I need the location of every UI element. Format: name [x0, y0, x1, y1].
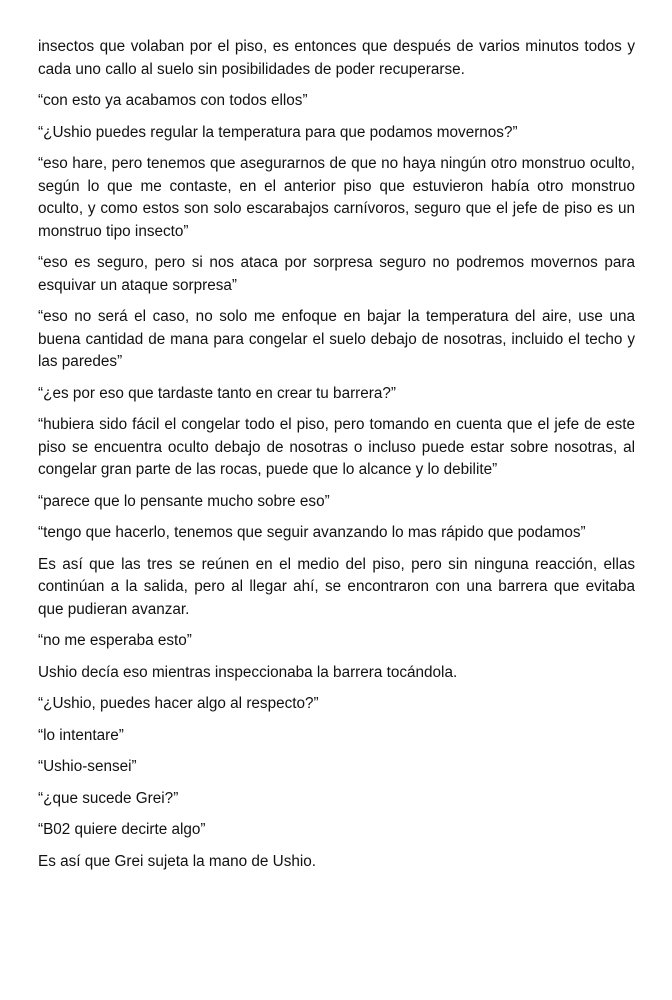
paragraph: “eso hare, pero tenemos que asegurarnos de que no haya ningún otro monstruo oculto, según lo que me contaste, en el anterior piso que estuvieron había otro monstruo oculto, y como estos son solo escarabajos carnívoros, seguro que el jefe de piso es un monstruo tipo insecto” [38, 155, 635, 240]
paragraph: “eso es seguro, pero si nos ataca por sorpresa seguro no podremos movernos para esquivar un ataque sorpresa” [38, 254, 635, 294]
paragraph: Ushio decía eso mientras inspeccionaba la barrera tocándola. [38, 663, 458, 681]
paragraph: “¿es por eso que tardaste tanto en crear tu barrera?” [38, 384, 396, 402]
paragraph: “B02 quiere decirte algo” [38, 821, 206, 838]
paragraph: “¿Ushio puedes regular la temperatura para que podamos movernos?” [38, 123, 518, 141]
paragraph: “¿Ushio, puedes hacer algo al respecto?” [38, 695, 319, 712]
paragraph: “lo intentare” [38, 726, 124, 744]
paragraph: Es así que las tres se reúnen en el medio del piso, pero sin ninguna reacción, ellas continúan a la salida, pero al llegar ahí, se encontraron con una barrera que evitaba que pudieran avanzar. [38, 555, 635, 618]
paragraph: “parece que lo pensante mucho sobre eso” [38, 492, 330, 510]
paragraph: “con esto ya acabamos con todos ellos” [38, 92, 308, 109]
paragraph: insectos que volaban por el piso, es entonces que después de varios minutos todos y cada uno callo al suelo sin posibilidades de poder recuperarse. [38, 38, 635, 78]
paragraph: “hubiera sido fácil el congelar todo el piso, pero tomando en cuenta que el jefe de este piso se encuentra oculto debajo de nosotras o incluso puede estar sobre nosotras, al congelar gran parte de las rocas, puede que lo alcance y lo debilite” [38, 416, 635, 478]
paragraph: “eso no será el caso, no solo me enfoque en bajar la temperatura del aire, use una buena cantidad de mana para congelar el suelo debajo de nosotras, incluido el techo y las paredes” [38, 308, 635, 370]
document-page [38, 36, 635, 882]
paragraph: “¿que sucede Grei?” [38, 789, 179, 807]
paragraph: “Ushio-sensei” [38, 758, 137, 775]
paragraph: “no me esperaba esto” [38, 632, 192, 649]
paragraph: “tengo que hacerlo, tenemos que seguir avanzando lo mas rápido que podamos” [38, 524, 586, 541]
paragraph: Es así que Grei sujeta la mano de Ushio. [38, 852, 317, 870]
